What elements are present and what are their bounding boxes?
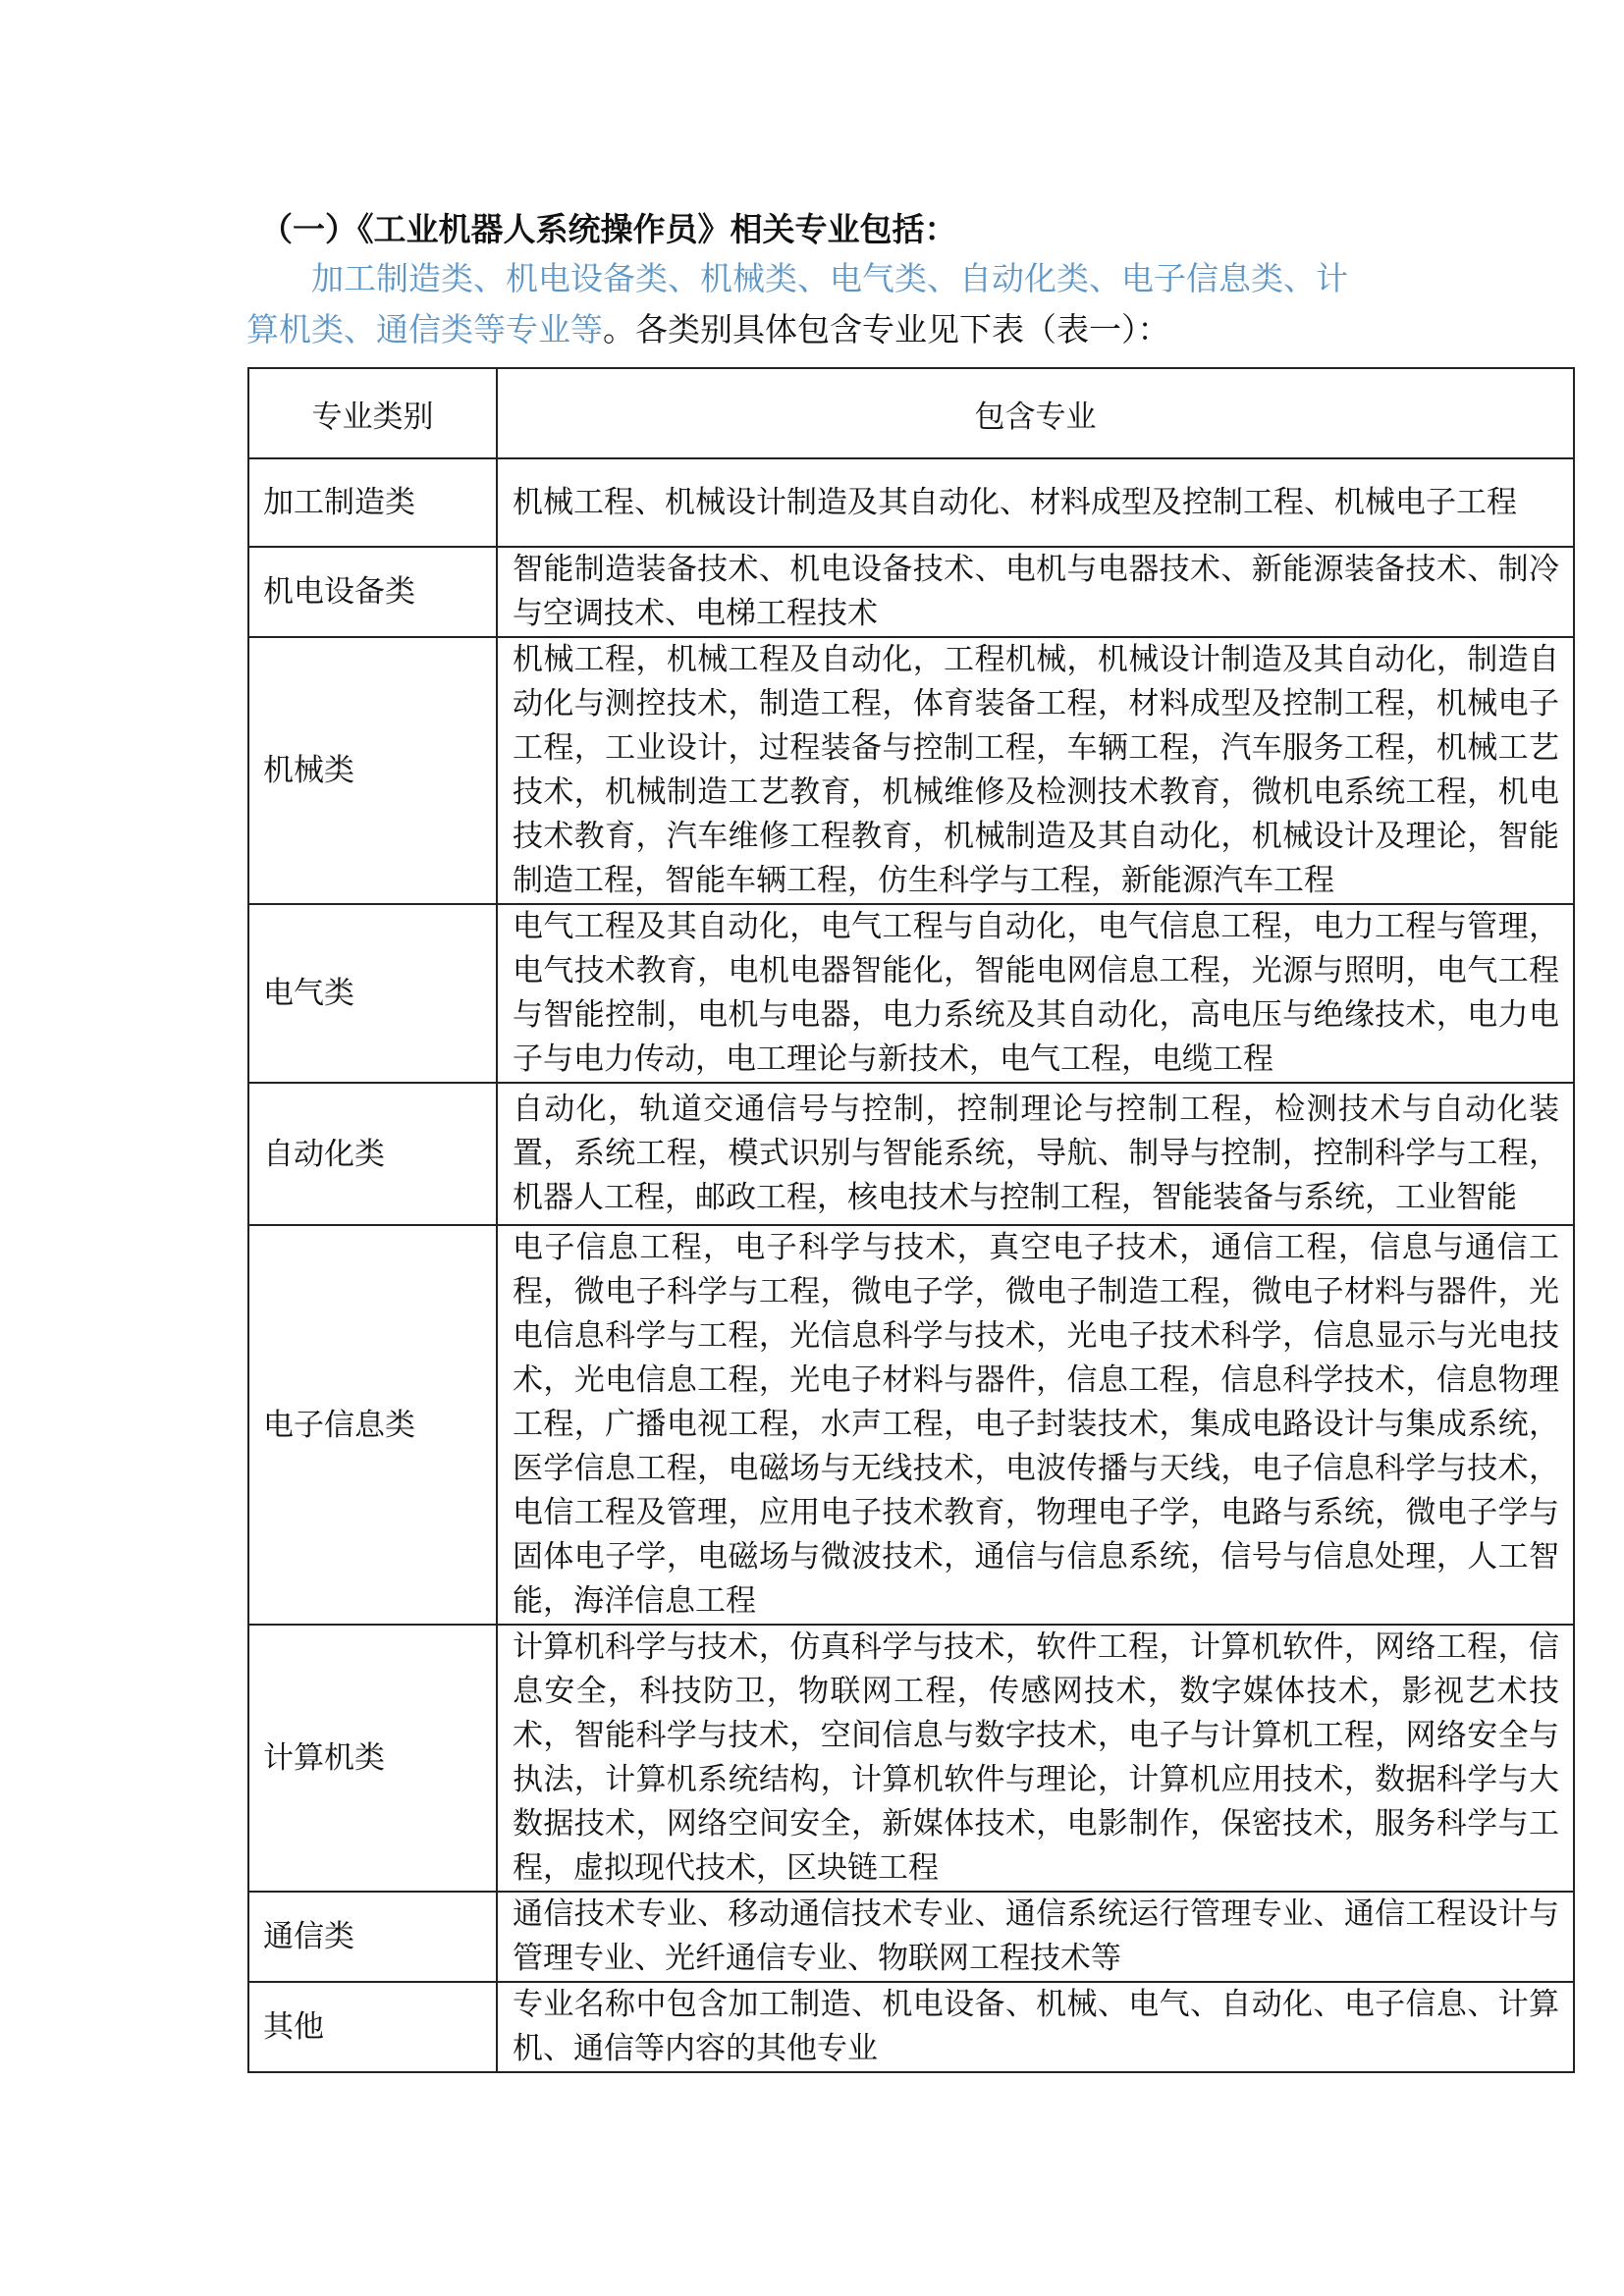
table-row (248, 637, 1574, 904)
header-majors: 包含专业 (497, 368, 1574, 458)
category-cell: 计算机类 (248, 1625, 497, 1892)
table-row (248, 904, 1574, 1083)
majors-cell: 智能制造装备技术、机电设备技术、电机与电器技术、新能源装备技术、制冷与空调技术、电梯工程技术 (497, 547, 1574, 637)
category-cell: 通信类 (248, 1892, 497, 1982)
majors-cell: 电子信息工程，电子科学与技术，真空电子技术，通信工程，信息与通信工程，微电子科学与工程，微电子学，微电子制造工程，微电子材料与器件，光电信息科学与工程，光信息科学与技术，光电子技术科学，信息显示与光电技术，光电信息工程，光电子材料与器件，信息工程，信息科学技术，信息物理工程，广播电视工程，水声工程，电子封装技术，集成电路设计与集成系统，医学信息工程，电磁场与无线技术，电波传播与天线，电子信息科学与技术，电信工程及管理，应用电子技术教育，物理电子学，电路与系统，微电子学与固体电子学，电磁场与微波技术，通信与信息系统，信号与信息处理，人工智能，海洋信息工程 (497, 1225, 1574, 1625)
majors-cell: 自动化，轨道交通信号与控制，控制理论与控制工程，检测技术与自动化装置，系统工程，模式识别与智能系统，导航、制导与控制，控制科学与工程，机器人工程，邮政工程，核电技术与控制工程，智能装备与系统，工业智能 (497, 1083, 1574, 1225)
majors-cell: 计算机科学与技术，仿真科学与技术，软件工程，计算机软件，网络工程，信息安全，科技防卫，物联网工程，传感网技术，数字媒体技术，影视艺术技术，智能科学与技术，空间信息与数字技术，电子与计算机工程，网络安全与执法，计算机系统结构，计算机软件与理论，计算机应用技术，数据科学与大数据技术，网络空间安全，新媒体技术，电影制作，保密技术，服务科学与工程，虚拟现代技术，区块链工程 (497, 1625, 1574, 1892)
majors-cell: 专业名称中包含加工制造、机电设备、机械、电气、自动化、电子信息、计算机、通信等内容的其他专业 (497, 1982, 1574, 2072)
table-row (248, 547, 1574, 637)
category-cell: 机电设备类 (248, 547, 497, 637)
table-row (248, 1892, 1574, 1982)
majors-cell: 机械工程，机械工程及自动化，工程机械，机械设计制造及其自动化，制造自动化与测控技术，制造工程，体育装备工程，材料成型及控制工程，机械电子工程，工业设计，过程装备与控制工程，车辆工程，汽车服务工程，机械工艺技术，机械制造工艺教育，机械维修及检测技术教育，微机电系统工程，机电技术教育，汽车维修工程教育，机械制造及其自动化，机械设计及理论，智能制造工程，智能车辆工程，仿生科学与工程，新能源汽车工程 (497, 637, 1574, 904)
table-row (248, 1225, 1574, 1625)
table-row (248, 1982, 1574, 2072)
category-cell: 自动化类 (248, 1083, 497, 1225)
table-row (248, 1083, 1574, 1225)
majors-cell: 电气工程及其自动化，电气工程与自动化，电气信息工程，电力工程与管理，电气技术教育，电机电器智能化，智能电网信息工程，光源与照明，电气工程与智能控制，电机与电器，电力系统及其自动化，高电压与绝缘技术，电力电子与电力传动，电工理论与新技术，电气工程，电缆工程 (497, 904, 1574, 1083)
table-row (248, 458, 1574, 547)
majors-table (247, 367, 1575, 2073)
majors-cell: 通信技术专业、移动通信技术专业、通信系统运行管理专业、通信工程设计与管理专业、光纤通信专业、物联网工程技术等 (497, 1892, 1574, 1982)
category-cell: 机械类 (248, 637, 497, 904)
table-row (248, 1625, 1574, 1892)
intro-paragraph (246, 253, 1376, 355)
header-category: 专业类别 (248, 368, 497, 458)
category-cell: 其他 (248, 1982, 497, 2072)
intro-highlight: 加工制造类、机电设备类、机械类、电气类、自动化类、电子信息类、计算机类、通信类等专业等 (246, 259, 1348, 348)
category-cell: 加工制造类 (248, 458, 497, 547)
intro-rest: 。各类别具体包含专业见下表（表一）： (603, 310, 1170, 348)
table-header-row (248, 368, 1574, 458)
majors-cell: 机械工程、机械设计制造及其自动化、材料成型及控制工程、机械电子工程 (497, 458, 1574, 547)
section-heading: （一）《工业机器人系统操作员》相关专业包括： (260, 210, 957, 248)
category-cell: 电子信息类 (248, 1225, 497, 1625)
category-cell: 电气类 (248, 904, 497, 1083)
